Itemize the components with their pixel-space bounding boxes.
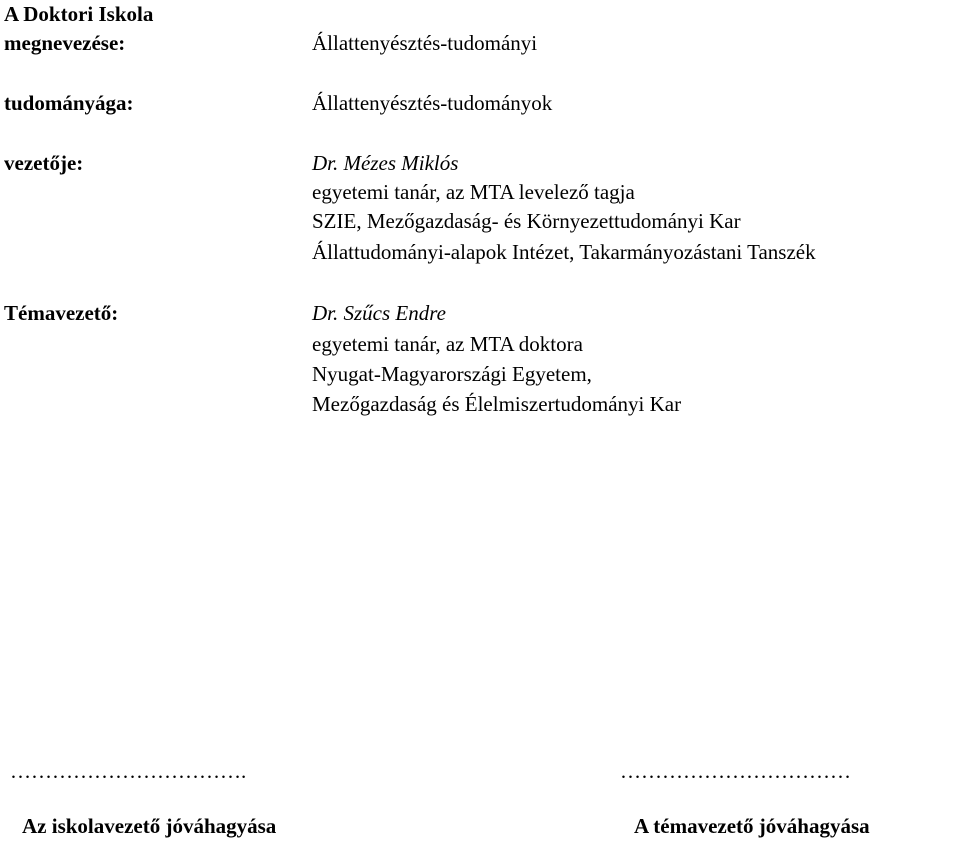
field-value: Állattenyésztés-tudományok — [312, 91, 553, 115]
school-head-approval-label: Az iskolavezető jóváhagyása — [22, 814, 277, 838]
school-head-signature-line: ……………………………. — [10, 759, 247, 783]
school-label-line1: A Doktori Iskola — [4, 2, 154, 26]
head-name: Dr. Mézes Miklós — [312, 151, 459, 175]
head-institution: SZIE, Mezőgazdaság- és Környezettudományi Kar — [312, 209, 741, 233]
school-label-line2: megnevezése: — [4, 31, 126, 55]
field-label: tudományága: — [4, 91, 134, 115]
supervisor-faculty: Mezőgazdaság és Élelmiszertudományi Kar — [312, 392, 682, 416]
head-label: vezetője: — [4, 151, 84, 175]
supervisor-label: Témavezető: — [4, 301, 119, 325]
supervisor-approval-label: A témavezető jóváhagyása — [634, 814, 870, 838]
head-department: Állattudományi-alapok Intézet, Takarmányozástani Tanszék — [312, 240, 816, 264]
supervisor-name: Dr. Szűcs Endre — [312, 301, 446, 325]
supervisor-title: egyetemi tanár, az MTA doktora — [312, 332, 583, 356]
head-title: egyetemi tanár, az MTA levelező tagja — [312, 180, 635, 204]
supervisor-institution: Nyugat-Magyarországi Egyetem, — [312, 362, 592, 386]
school-name-value: Állattenyésztés-tudományi — [312, 31, 538, 55]
supervisor-signature-line: …………………………… — [620, 759, 851, 783]
